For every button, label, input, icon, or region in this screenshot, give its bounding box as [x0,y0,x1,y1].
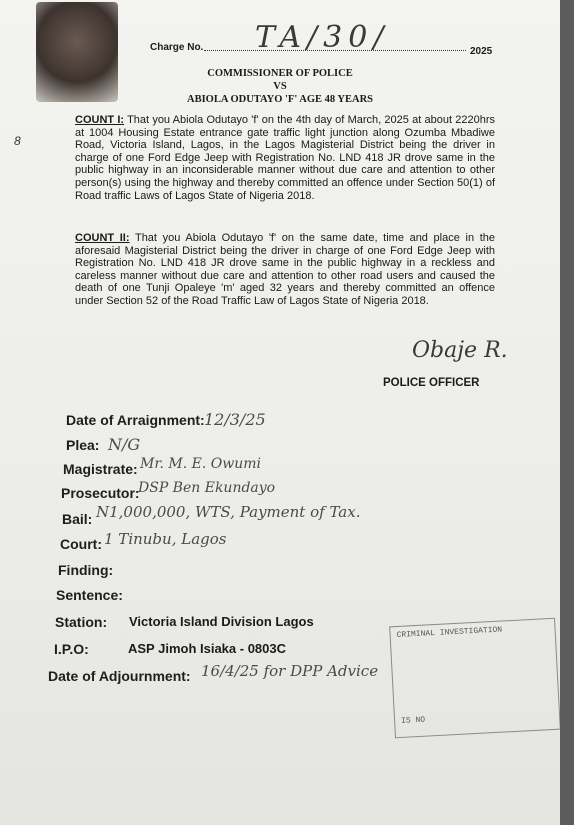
count-one [75,114,495,202]
court-value: 1 Tinubu, Lagos [104,530,227,548]
ipo-label: I.P.O: [54,641,89,657]
sentence-label: Sentence: [56,587,123,603]
bail-label: Bail: [62,511,93,527]
officer-title: POLICE OFFICER [383,377,480,389]
count-two-text: That you Abiola Odutayo 'f' on the same date, time and place in the aforesaid Magisterial District being the driver in charge of one Ford Edge Jeep with Registration No. LND 418 JR drove same in the public highway in a reckless and careless manner without due care and attention to other road users and caused the death of one Tunji Opaleye 'm' aged 32 years and thereby committed an offence under Section 52 of the Road Traffic Law of Lagos State of Nigeria 2018. [75,232,495,307]
count-one-lead: COUNT I: [75,114,125,126]
ipo-value: ASP Jimoh Isiaka - 0803C [128,641,287,656]
margin-mark: 8 [14,134,21,148]
defendant-line: ABIOLA ODUTAYO 'F' AGE 48 YEARS [186,94,374,105]
magistrate-label: Magistrate: [63,461,138,477]
versus-line: VS [273,81,287,92]
count-two [75,232,495,308]
prosecutor-label: Prosecutor: [61,485,140,501]
finding-label: Finding: [58,562,114,578]
prosecutor-value: DSP Ben Ekundayo [138,480,276,496]
adjournment-value: 16/4/25 for DPP Advice [201,662,379,680]
office-stamp [389,618,561,739]
stamp-top-text: CRIMINAL INVESTIGATION [396,625,503,641]
count-one-text: That you Abiola Odutayo 'f' on the 4th day of March, 2025 at about 2220hrs at 1004 Housing Estate entrance gate traffic light junction along Ozumba Mbadiwe Road, Victoria Island, Lagos, in the Lagos Magisterial District being the driver in charge of one Ford Edge Jeep with Registration No. LND 418 JR drove same in the public highway in an inconsiderable manner without due care and attention to other person(s) using the highway and thereby committed an offence under Section 50(1) of Road traffic Laws of Lagos State of Nigeria 2018. [75,114,496,202]
arraignment-value: 12/3/25 [204,410,266,429]
background-edge [560,0,574,825]
charge-year: 2025 [470,46,493,57]
court-label: Court: [60,536,102,552]
plea-value: N/G [108,435,141,454]
count-two-lead: COUNT II: [75,232,130,244]
station-label: Station: [55,614,108,630]
plea-label: Plea: [66,437,100,453]
charge-number-handwritten: TA/30/ [255,20,390,55]
complainant-line: COMMISSIONER OF POLICE [207,68,353,79]
bail-value: N1,000,000, WTS, Payment of Tax. [96,503,361,521]
arraignment-label: Date of Arraignment: [66,412,205,428]
magistrate-value: Mr. M. E. Owumi [140,456,261,472]
stamp-bottom-text: IS NO [400,715,426,726]
adjournment-label: Date of Adjournment: [48,668,191,684]
charge-number-label: Charge No. [150,42,204,53]
station-value: Victoria Island Division Lagos [129,614,314,629]
officer-signature: Obaje R. [412,338,508,363]
